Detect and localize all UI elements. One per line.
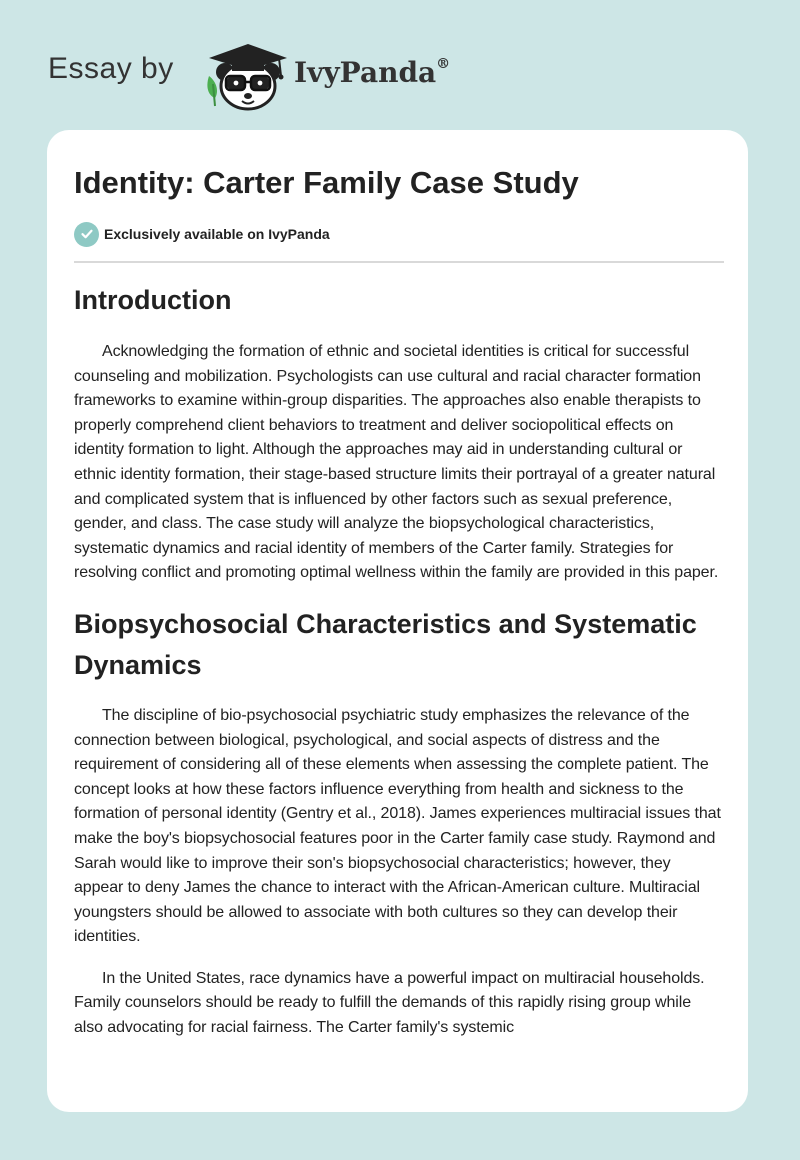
brand-logo[interactable]	[48, 36, 508, 112]
brand-name: IvyPanda®	[294, 55, 451, 89]
exclusive-badge	[74, 221, 330, 247]
check-icon	[74, 222, 99, 247]
panda-mascot-icon	[205, 36, 291, 112]
page-title: Identity: Carter Family Case Study	[74, 165, 579, 200]
divider	[74, 261, 724, 263]
essay-body	[74, 280, 724, 1041]
paragraph: Acknowledging the formation of ethnic and societal identities is critical for successful counseling and mobilization. Psychologists can use cultural and racial character formation frameworks to examine within-group disparities. The approaches also enable therapists to properly comprehend client behaviors to treatment and deliver sociopolitical effects on identity formation to light. Although the approaches may aid in understanding cultural or ethnic identity formation, their stage-based structure limits their portrayal of a greater natural and complicated system that is influenced by other factors such as sexual preference, gender, and class. The case study will analyze the biopsychological characteristics, systematic dynamics and racial identity of members of the Carter family. Strategies for resolving conflict and promoting optimal wellness within the family are provided in this paper.	[74, 343, 719, 582]
section-heading-introduction: Introduction	[74, 285, 232, 315]
section-heading-biopsychosocial: Biopsychosocial Characteristics and Systematic Dynamics	[74, 608, 697, 680]
exclusive-badge-text: Exclusively available on IvyPanda	[104, 226, 330, 242]
essay-card	[47, 130, 748, 1112]
brand-prefix: Essay by	[48, 52, 174, 85]
paragraph: In the United States, race dynamics have a powerful impact on multiracial households. Family counselors should be ready to fulfill the demands of this rapidly rising group while also advocating for racial fairness. The Carter family's systemic	[74, 969, 705, 1037]
paragraph: The discipline of bio-psychosocial psychiatric study emphasizes the relevance of the connection between biological, psychological, and social aspects of distress and the requirement of considering all of these elements when assessing the complete patient. The concept looks at how these factors influence everything from health and sickness to the formation of personal identity (Gentry et al., 2018). James experiences multiracial issues that make the boy's biopsychosocial features poor in the Carter family case study. Raymond and Sarah would like to improve their son's biopsychosocial characteristics; however, they appear to deny James the chance to interact with the African-American culture. Multiracial youngsters should be allowed to associate with both cultures so they can develop their identities.	[74, 706, 721, 946]
